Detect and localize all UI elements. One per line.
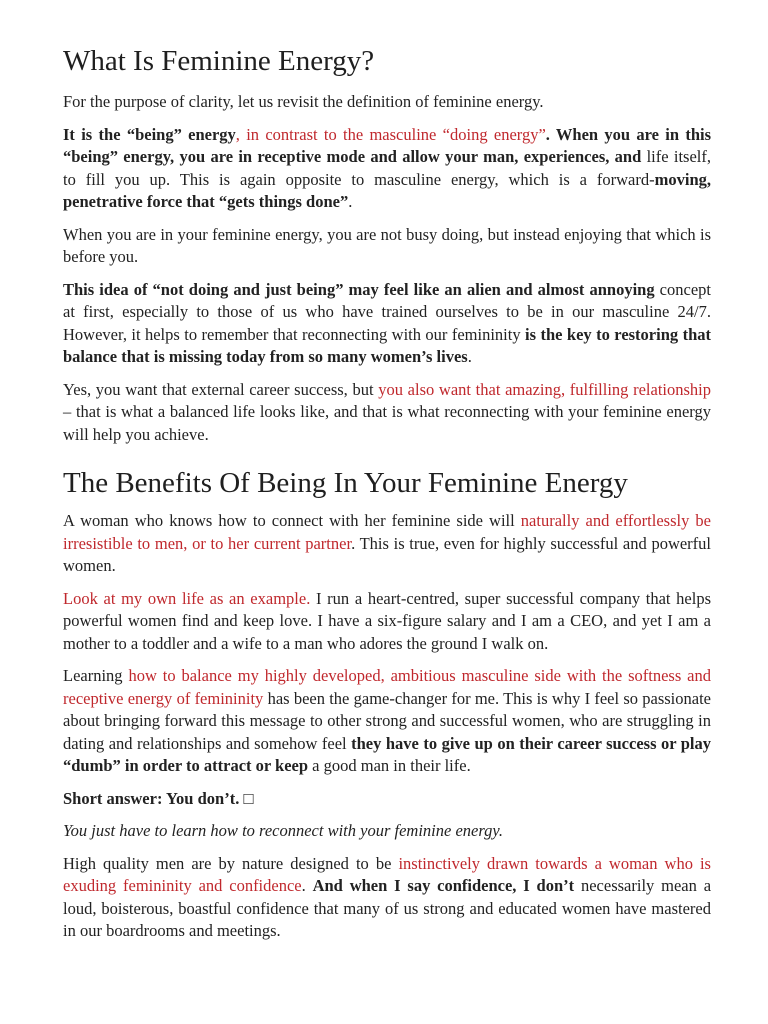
paragraph-text: concept at first, especially to those of us who have trained ourselves to be in our masculine 24/7. However, it helps to remember that reconnecting with our femininity bbox=[63, 279, 711, 344]
paragraph-text: For the purpose of clarity, let us revisit the definition of feminine energy. bbox=[63, 92, 544, 111]
highlighted-text: instinctively drawn towards a woman who is exuding femininity and confidence bbox=[63, 853, 711, 895]
paragraph bbox=[63, 279, 711, 369]
bold-text: moving, penetrative force that “gets things done” bbox=[63, 169, 711, 211]
paragraph bbox=[63, 379, 711, 447]
bold-text: . When you are in this “being” energy, you are in receptive mode and allow your man, experiences, and bbox=[63, 124, 711, 166]
bold-text: This idea of “not doing and just being” may feel like an alien and almost annoying bbox=[63, 279, 655, 299]
bold-text: is the key to restoring that balance that is missing today from so many women’s lives bbox=[63, 324, 711, 366]
missing-glyph-icon: □ bbox=[243, 788, 254, 808]
highlighted-text: Look at my own life as an example. bbox=[63, 588, 311, 608]
paragraph-text: life itself, to fill you up. This is again opposite to masculine energy, which is a forward- bbox=[63, 147, 711, 189]
paragraph-text: Yes, you want that external career success, but bbox=[63, 379, 379, 399]
bold-text: they have to give up on their career success or play “dumb” in order to attract or keep bbox=[63, 733, 712, 775]
paragraph bbox=[63, 510, 711, 578]
highlighted-text: , in contrast to the masculine “doing energy” bbox=[235, 124, 546, 144]
paragraph-text: High quality men are by nature designed to be bbox=[63, 853, 399, 873]
paragraph bbox=[63, 853, 711, 943]
paragraph-text: necessarily mean a loud, boisterous, boastful confidence that many of us strong and educated women have mastered in our boardrooms and meetings. bbox=[63, 876, 712, 940]
paragraph-text: . bbox=[348, 192, 353, 211]
paragraph-text: Learning bbox=[63, 666, 129, 685]
paragraph-text: When you are in your feminine energy, you are not busy doing, but instead enjoying that which is before you. bbox=[63, 224, 711, 266]
bold-text: And when I say confidence, I don’t bbox=[312, 876, 575, 895]
paragraph-text: . This is true, even for highly successful and powerful women. bbox=[63, 533, 712, 575]
section-heading-benefits: The Benefits Of Being In Your Feminine Energy bbox=[63, 467, 628, 499]
italic-text: You just have to learn how to reconnect with your feminine energy. bbox=[63, 821, 503, 840]
highlighted-text: you also want that amazing, fulfilling relationship bbox=[378, 379, 712, 399]
paragraph-text: has been the game-changer for me. This is why I feel so passionate about bringing forward this message to other strong and successful women, who are struggling in dating and relationships and somehow feel bbox=[63, 688, 711, 753]
paragraph-text: . bbox=[467, 347, 472, 366]
paragraph bbox=[63, 224, 711, 269]
paragraph bbox=[63, 91, 711, 114]
paragraph-text: a good man in their life. bbox=[308, 756, 471, 775]
paragraph bbox=[63, 788, 711, 811]
paragraph-text: A woman who knows how to connect with her feminine side will bbox=[63, 511, 521, 530]
section-heading-what-is-feminine-energy: What Is Feminine Energy? bbox=[63, 45, 375, 77]
highlighted-text: naturally and effortlessly be irresistible to men, or to her current partner bbox=[63, 511, 711, 553]
paragraph-text: – that is what a balanced life looks like, and that is what reconnecting with your feminine energy will help you achieve. bbox=[63, 402, 711, 444]
highlighted-text: how to balance my highly developed, ambitious masculine side with the softness and receptive energy of femininity bbox=[63, 666, 711, 708]
paragraph-text: I run a heart-centred, super successful company that helps powerful women find and keep love. I have a six-figure salary and I am a CEO, and yet I am a mother to a toddler and a wife to a man who adores the ground I walk on. bbox=[63, 588, 712, 653]
paragraph bbox=[63, 588, 711, 656]
paragraph-text: . bbox=[301, 876, 313, 895]
paragraph bbox=[63, 820, 711, 843]
paragraph bbox=[63, 665, 711, 778]
bold-text: It is the “being” energy bbox=[63, 124, 236, 144]
bold-text: Short answer: You don’t. bbox=[63, 788, 244, 808]
paragraph bbox=[63, 124, 711, 214]
